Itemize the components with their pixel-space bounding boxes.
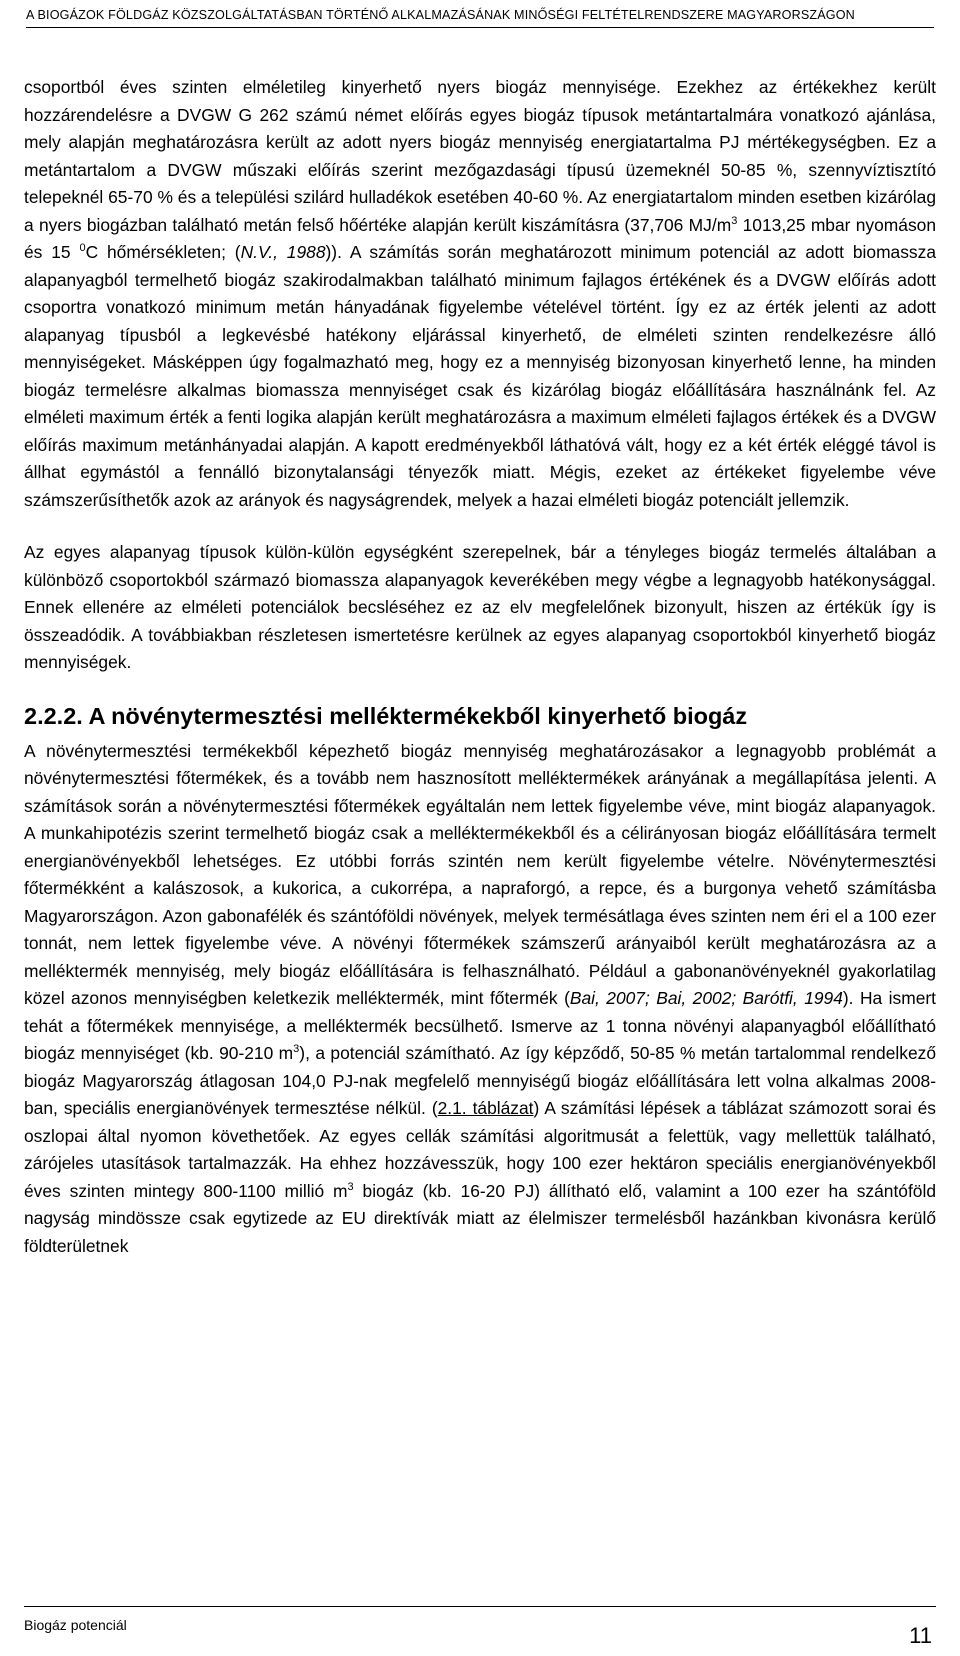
page-content	[24, 74, 936, 1260]
paragraph-feedstock-units: Az egyes alapanyag típusok külön-külön egységként szerepelnek, bár a tényleges biogáz termelés általában a különböző csoportokból származó biomassza alapanyagok keverékében megy végbe a legnagyobb hatékonysággal. Ennek ellenére az elméleti potenciálok becsléséhez ez az elv megfelelőnek bizonyult, hiszen az értékük így is összeadódik. A továbbiakban részletesen ismertetésre kerülnek az egyes alapanyag csoportokból kinyerhető biogáz mennyiségek.	[24, 542, 936, 672]
superscript: 3	[731, 214, 738, 227]
superscript: 3	[293, 1043, 300, 1056]
citation: N.V., 1988	[240, 242, 326, 262]
paragraph-crop-byproducts	[24, 738, 936, 1261]
text-run: csoportból éves szinten elméletileg kinyerhető nyers biogáz mennyisége. Ezekhez az értékekhez került hozzárendelésre a DVGW G 262 számú német előírás egyes biogáz típusok metántartalmára vonatkozó ajánlása, mely alapján meghatározásra került az adott nyers biogáz mennyiség energiatartalma PJ mértékegységben. Ez a metántartalom a DVGW műszaki előírás szerint mezőgazdasági típusú üzemeknél 50-85 %, szennyvíztisztító telepeknél 65-70 % és a települési szilárd hulladékok esetében 40-60 %. Az energiatartalom minden esetben kizárólag a nyers biogázban található metán felső hőértéke alapján került kiszámításra (37,706 MJ/m	[24, 77, 936, 235]
running-header: A BIOGÁZOK FÖLDGÁZ KÖZSZOLGÁLTATÁSBAN TÖRTÉNŐ ALKALMAZÁSÁNAK MINŐSÉGI FELTÉTELRENDSZERE MAGYARORSZÁGON	[26, 8, 934, 28]
text-run: C hőmérsékleten; (	[85, 242, 241, 262]
paragraph-methodology	[24, 74, 936, 514]
footer-section-label: Biogáz potenciál	[24, 1617, 127, 1633]
page-footer	[24, 1606, 936, 1651]
text-run: ). Ha ismert tehát a főtermékek mennyisége, a melléktermék becsülhető. Ismerve az 1 tonna növényi alapanyagból előállítható biogáz mennyiséget (kb. 90-210 m	[24, 988, 936, 1063]
text-run: ) A számítási lépések a táblázat számozott sorai és oszlopai által nyomon követhetőek. Az egyes cellák számítási algoritmusát a felettük, vagy mellettük található, zárójeles utasítások tartalmazzák. Ha ehhez hozzávesszük, hogy 100 ezer hektáron speciális energianövényekből éves szinten mintegy 800-1100 millió m	[24, 1098, 937, 1201]
text-run: biogáz (kb. 16-20 PJ) állítható elő, valamint a 100 ezer ha szántóföld nagyság mindössze csak egytizede az EU direktívák miatt az élelmiszer termelésből hazánkban kivonásra kerülő földterületnek	[24, 1180, 936, 1256]
citation: Bai, 2007; Bai, 2002; Barótfi, 1994	[569, 988, 843, 1008]
table-reference-link[interactable]: 2.1. táblázat	[437, 1098, 534, 1118]
text-run: )). A számítás során meghatározott minimum potenciál az adott biomassza alapanyagból termelhető biogáz szakirodalmakban található minimum fajlagos értékének és a DVGW előírás adott csoportra vonatkozó minimum metán hányadának figyelembe vételével történt. Így ez az érték jelenti az adott alapanyag típusból a legkevésbé hatékony eljárással kinyerhető, de elméleti szinten rendelkezésre álló mennyiségeket. Másképpen úgy fogalmazható meg, hogy ez a mennyiség bizonyosan kinyerhető lenne, ha minden biogáz termelésre alkalmas biomassza mennyiséget csak és kizárólag biogáz előállítására használnánk fel. Az elméleti maximum érték a fenti logika alapján került meghatározásra a maximum elméleti fajlagos értékek és a DVGW előírás maximum metánhányadai alapján. A kapott eredményekből láthatóvá vált, hogy ez a két érték eléggé távol is állhat egymástól a fennálló bizonytalansági tényezők miatt. Mégis, ezeket az értékeket figyelembe véve számszerűsíthetők azok az arányok és nagyságrendek, melyek a hazai elméleti biogáz potenciált jellemzik.	[24, 242, 936, 510]
page-number: 11	[909, 1623, 932, 1648]
text-run: ), a potenciál számítható. Az így képződő, 50-85 % metán tartalommal rendelkező biogáz Magyarország átlagosan 104,0 PJ-nak megfelelő mennyiségű biogáz előállítására lett volna alkalmas 2008-ban, speciális energianövények termesztése nélkül. (	[24, 1043, 936, 1118]
section-heading: 2.2.2. A növénytermesztési melléktermékekből kinyerhető biogáz	[24, 702, 748, 729]
superscript: 0	[79, 242, 86, 255]
text-run: 1013,25 mbar nyomáson és 15	[24, 214, 936, 262]
superscript: 3	[347, 1180, 354, 1193]
text-run: A növénytermesztési termékekből képezhető biogáz mennyiség meghatározásakor a legnagyobb problémát a növénytermesztési főtermékek, és a tovább nem hasznosított melléktermékek arányának a megállapítása jelenti. A számítások során a növénytermesztési főtermékek egyáltalán nem lettek figyelembe véve, mint biogáz alapanyagok. A munkahipotézis szerint termelhető biogáz csak a melléktermékekből és a célirányosan biogáz előállítására termelt energianövényekből lehetséges. Ez utóbbi forrás szintén nem került figyelembe vételre. Növénytermesztési főtermékként a kalászosok, a kukorica, a cukorrépa, a napraforgó, a repce, és a burgonya vehető számításba Magyarországon. Azon gabonafélék és szántóföldi növények, melyek termésátlaga éves szinten nem éri el a 100 ezer tonnát, nem lettek figyelembe véve. A növényi főtermékek számszerű arányaiból került meghatározásra az a melléktermék mennyiség, mely biogáz előállítására is felhasználható. Például a gabonanövényeknél gyakorlatilag közel azonos mennyiségben keletkezik melléktermék, mint főtermék (	[24, 740, 936, 1008]
